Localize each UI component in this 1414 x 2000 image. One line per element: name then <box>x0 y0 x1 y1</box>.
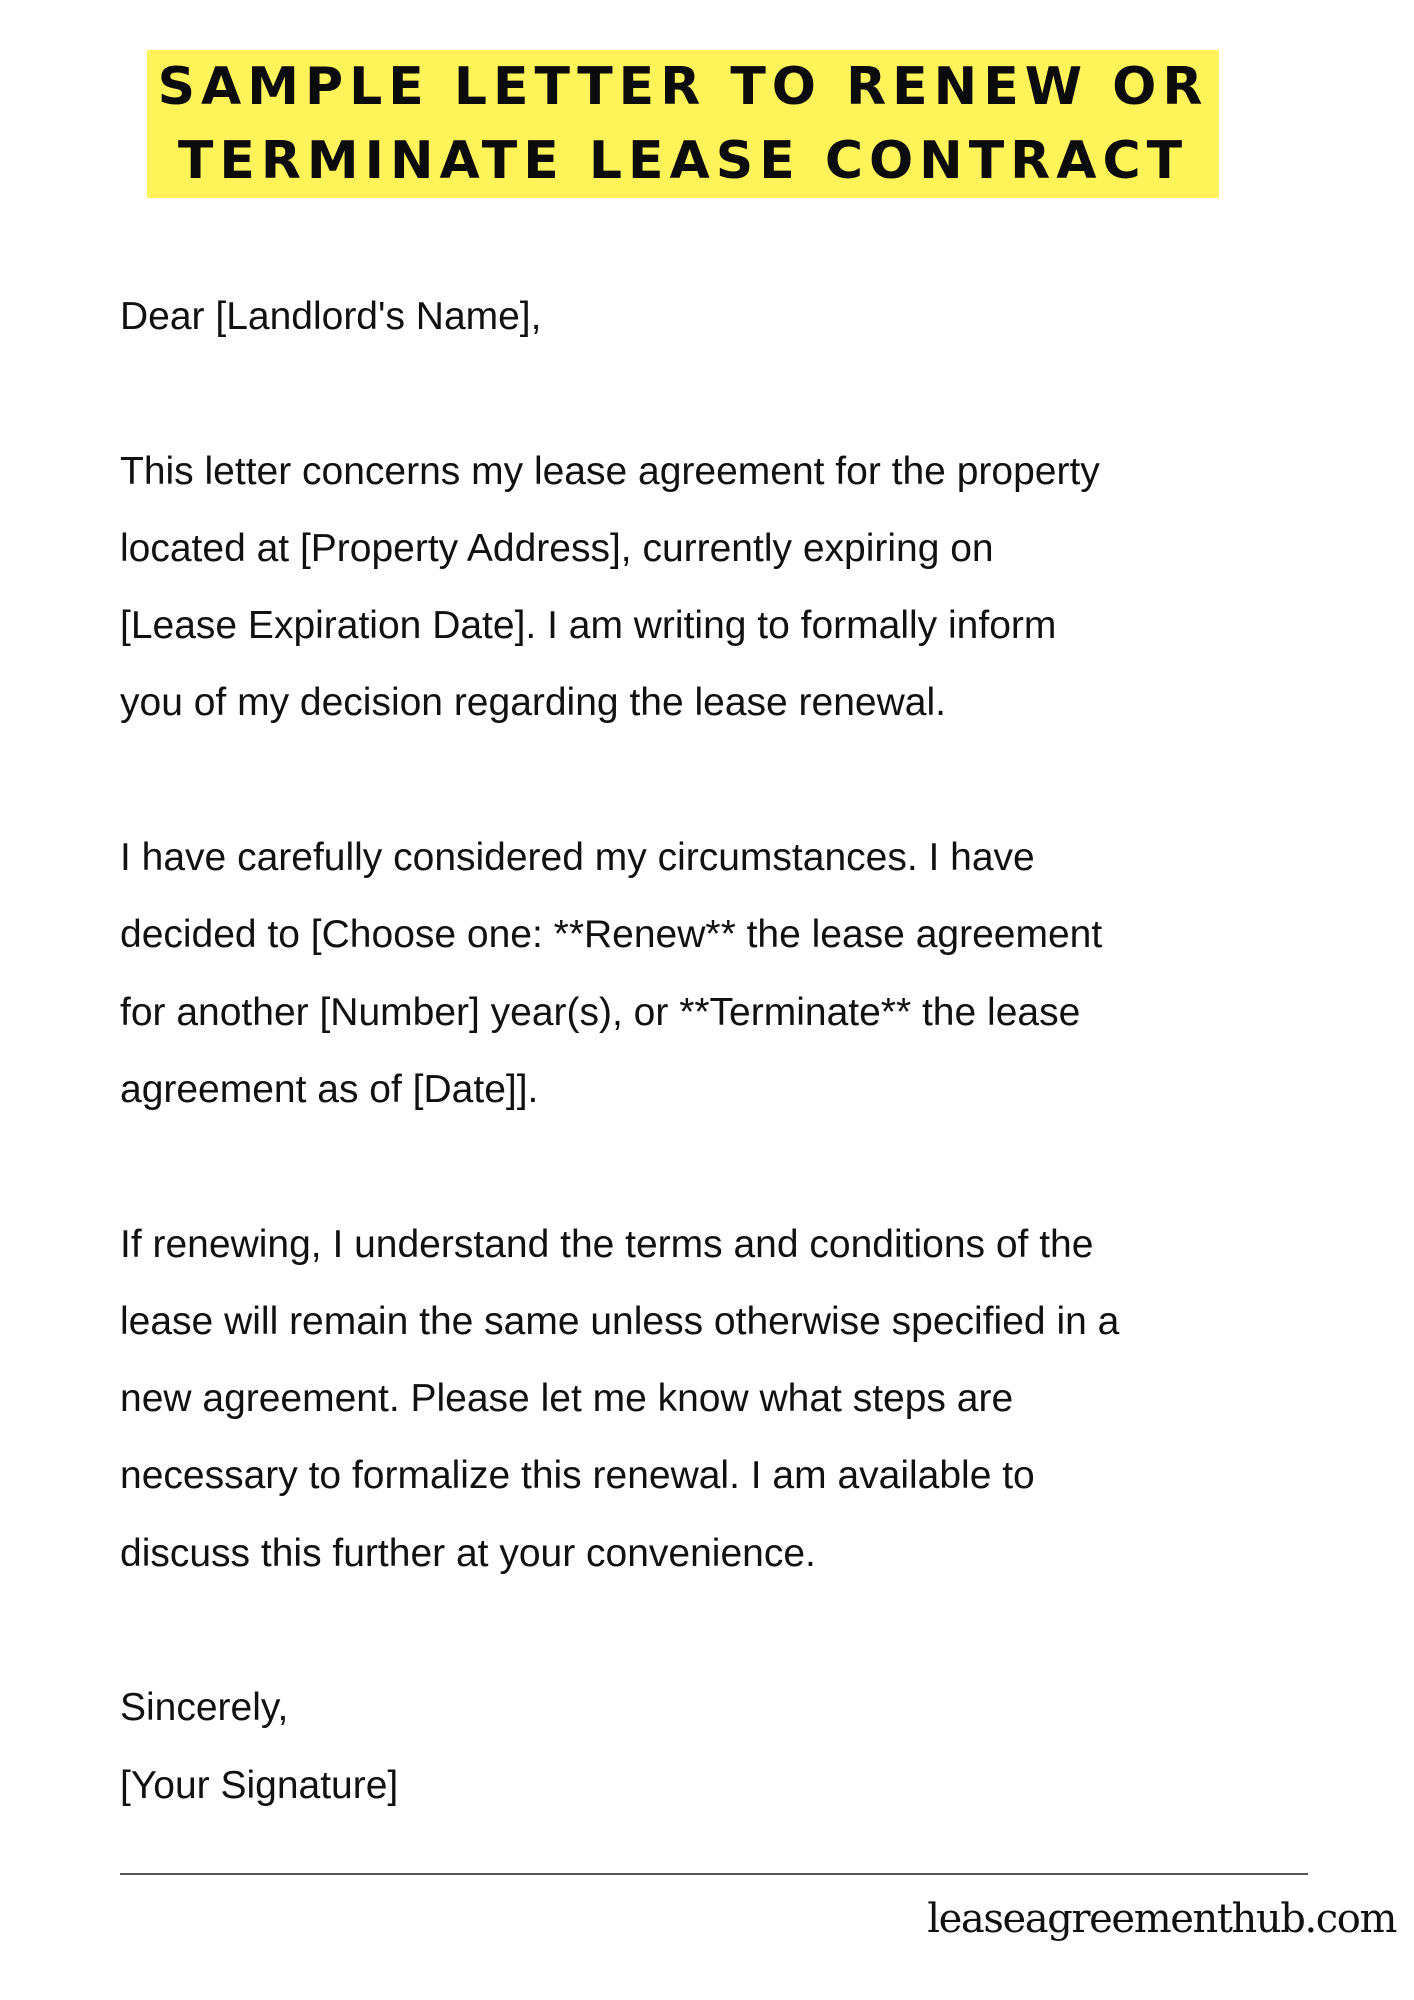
document-title-line-2: TERMINATE LEASE CONTRACT <box>177 131 1189 191</box>
title-highlight <box>147 50 1219 198</box>
paragraph-1-line-3: [Lease Expiration Date]. I am writing to formally inform <box>120 604 1057 648</box>
paragraph-2-line-2: decided to [Choose one: **Renew** the lease agreement <box>120 913 1103 957</box>
document-title-line-1: SAMPLE LETTER TO RENEW OR <box>157 57 1209 117</box>
paragraph-gap <box>120 355 1350 432</box>
paragraph-gap <box>120 1128 1350 1205</box>
paragraph-3-line-3: new agreement. Please let me know what steps are <box>120 1377 1014 1421</box>
paragraph-3-line-4: necessary to formalize this renewal. I am available to <box>120 1454 1035 1498</box>
paragraph-2-line-3: for another [Number] year(s), or **Terminate** the lease <box>120 990 1081 1034</box>
paragraph-2-line-4: agreement as of [Date]]. <box>120 1067 539 1111</box>
footer-site-name: leaseagreementhub.com <box>927 1896 1396 1942</box>
closing: Sincerely, <box>120 1686 289 1730</box>
salutation: Dear [Landlord's Name], <box>120 295 542 338</box>
paragraph-1-line-4: you of my decision regarding the lease renewal. <box>120 681 946 725</box>
paragraph-3-line-1: If renewing, I understand the terms and conditions of the <box>120 1222 1094 1266</box>
paragraph-gap <box>120 742 1350 819</box>
paragraph-gap <box>120 1592 1350 1669</box>
paragraph-1-line-1: This letter concerns my lease agreement for the property <box>120 449 1100 493</box>
letter-body <box>120 278 1350 1824</box>
signature-placeholder: [Your Signature] <box>120 1763 399 1807</box>
paragraph-1-line-2: located at [Property Address], currently expiring on <box>120 526 994 570</box>
paragraph-3-line-2: lease will remain the same unless otherwise specified in a <box>120 1299 1120 1343</box>
paragraph-2-line-1: I have carefully considered my circumstances. I have <box>120 836 1035 880</box>
footer-divider <box>120 1873 1308 1875</box>
paragraph-3-line-5: discuss this further at your convenience. <box>120 1531 816 1575</box>
